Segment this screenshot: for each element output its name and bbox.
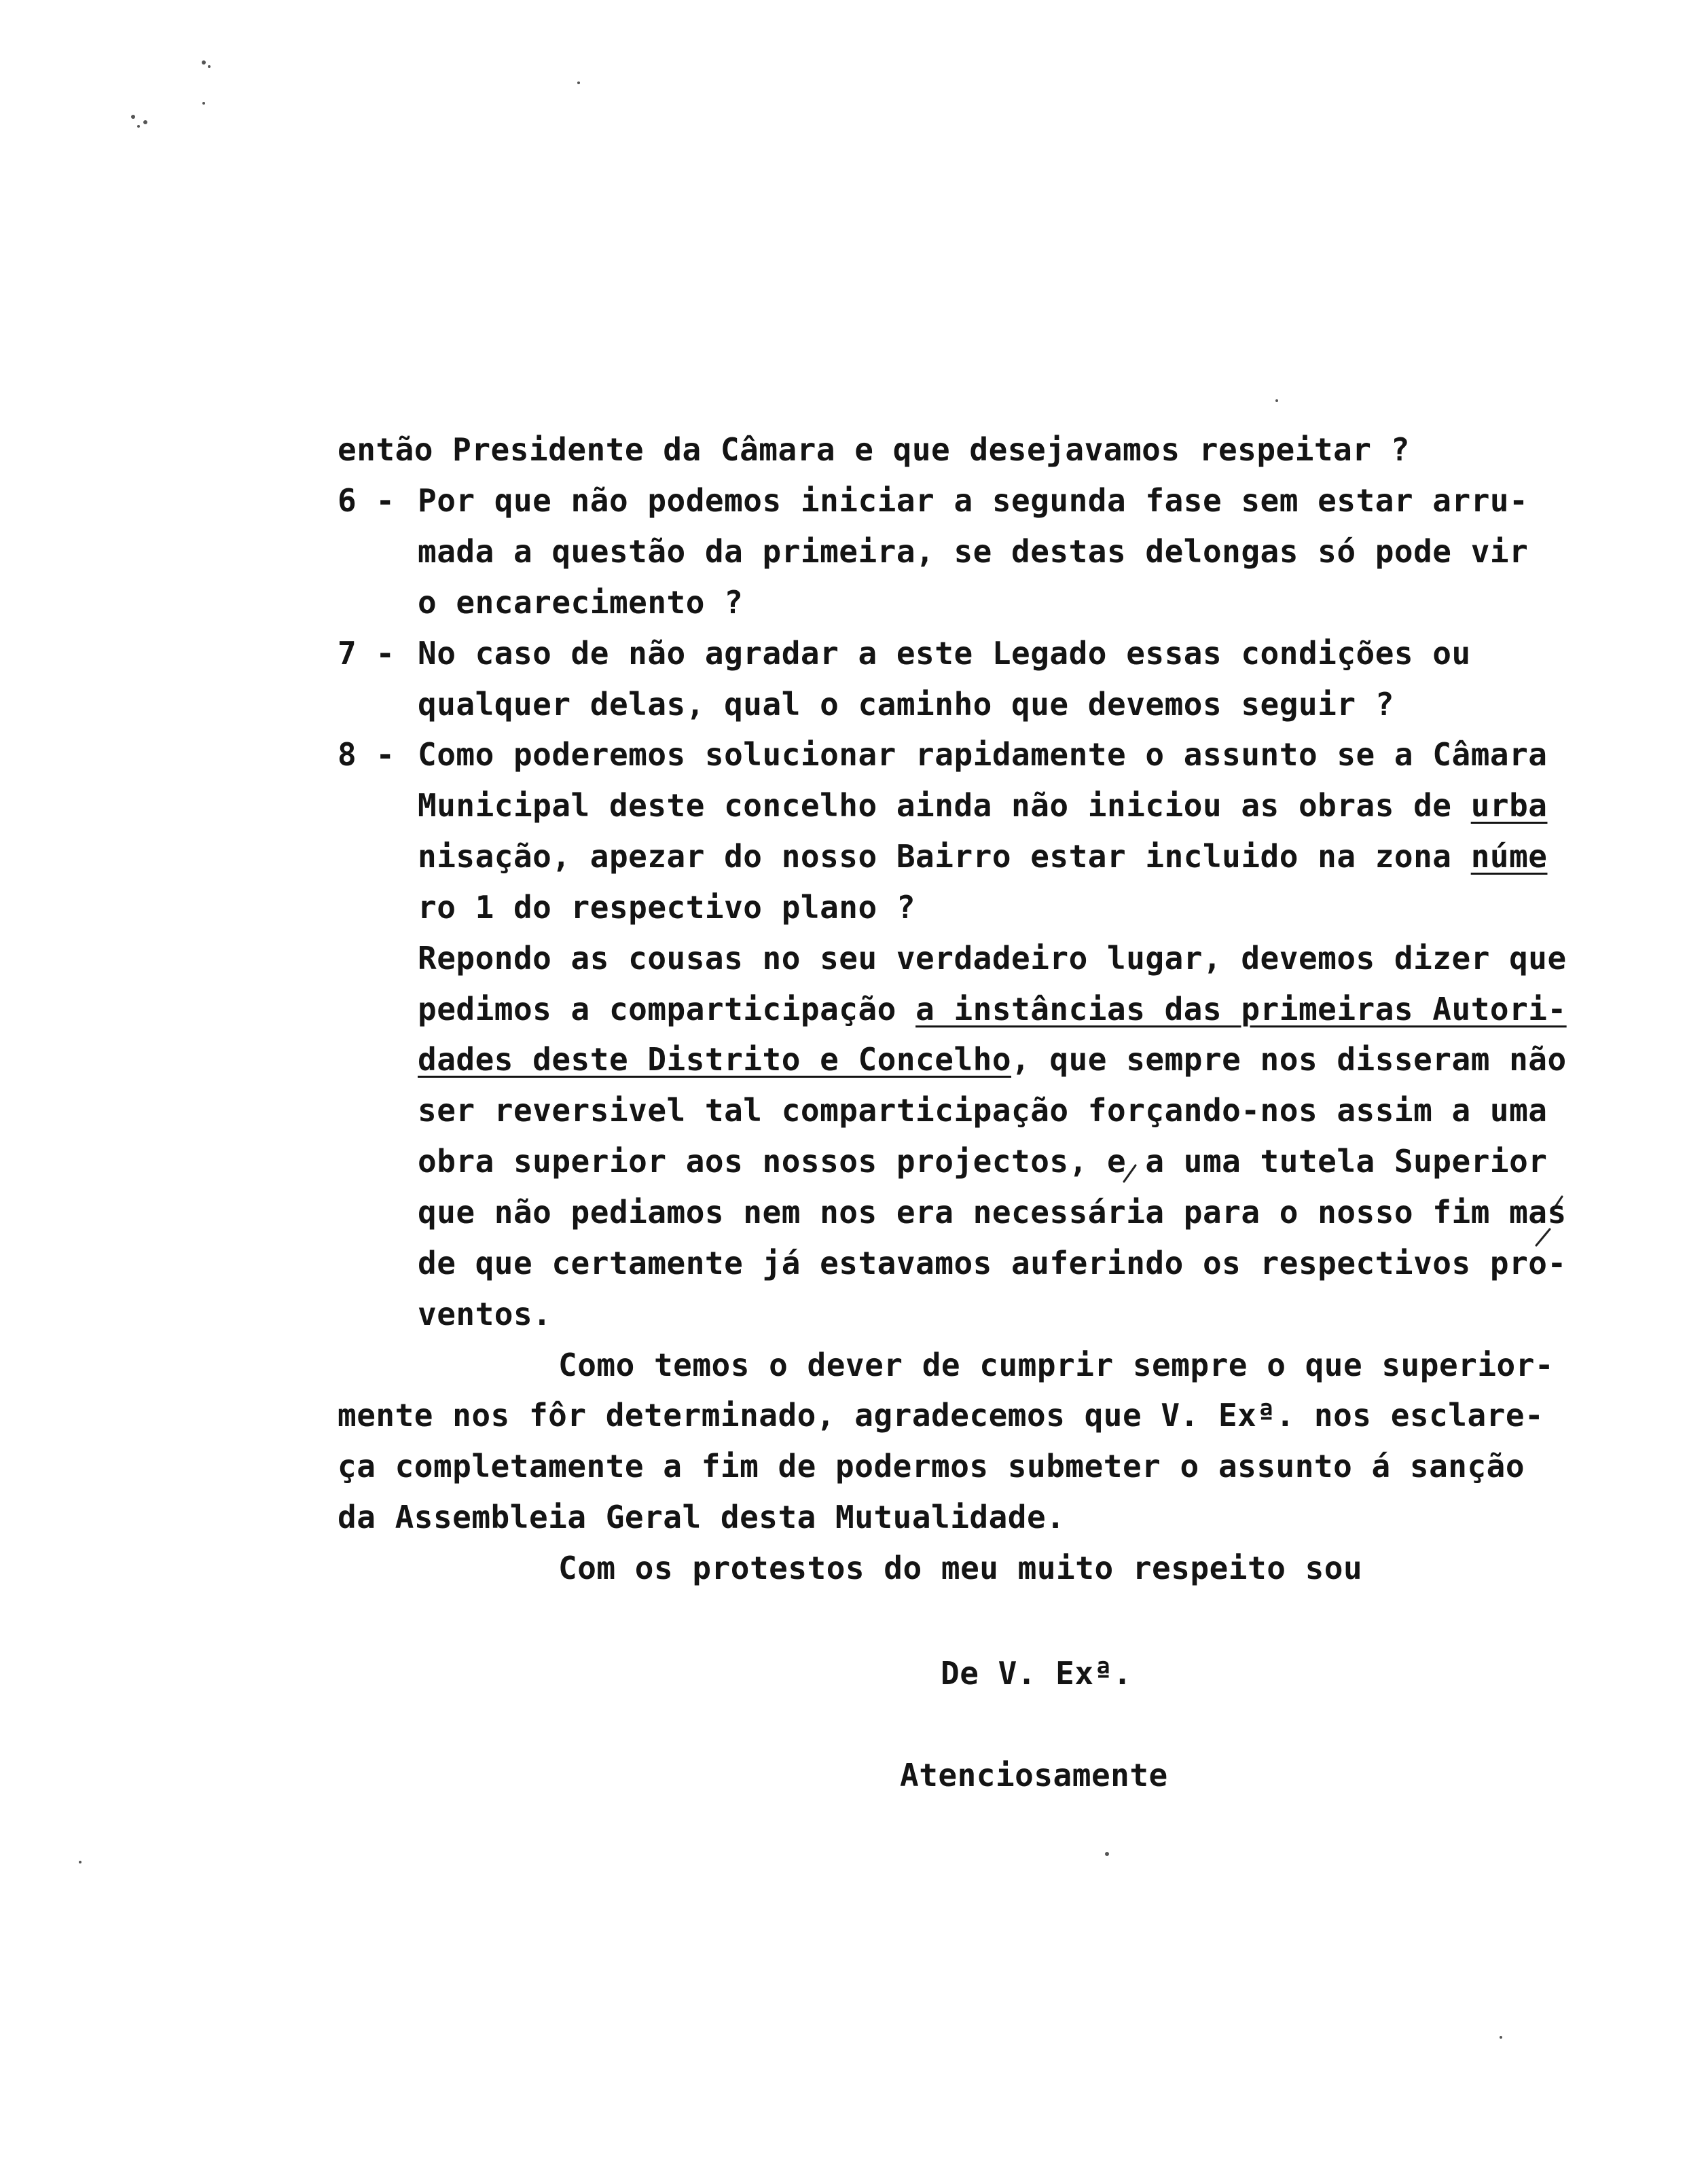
closing-line-3: ça completamente a fim de podermos submeter o assunto á sanção (338, 1448, 1525, 1485)
reply-line-1: Repondo as cousas no seu verdadeiro lugar, devemos dizer que (418, 940, 1567, 977)
intro-line: então Presidente da Câmara e que desejavamos respeitar ? (338, 431, 1410, 468)
item-7-number: 7 - (338, 635, 395, 672)
item-6-number: 6 - (338, 482, 395, 519)
reply-line-6: que não pediamos nem nos era necessária para o nosso fim mas (418, 1194, 1567, 1231)
reply-line-3-text: , que sempre nos disseram não (1011, 1041, 1567, 1078)
reply-underlined-instancias: a instâncias das primeiras Autori- (915, 991, 1567, 1027)
item-7-line-1: No caso de não agradar a este Legado essas condições ou (418, 635, 1471, 672)
respect-line: Com os protestos do meu muito respeito sou (558, 1550, 1363, 1586)
item-8-underlined-nume: núme (1470, 838, 1548, 875)
item-8-line-2-text: Municipal deste concelho ainda não iniciou as obras de (418, 787, 1471, 824)
reply-line-2-text: pedimos a comparticipação (418, 991, 916, 1027)
reply-underlined-autoridades: dades deste Distrito e Concelho (418, 1041, 1012, 1078)
item-8-line-1: Como poderemos solucionar rapidamente o assunto se a Câmara (418, 736, 1548, 773)
reply-line-3 (418, 1034, 1567, 1085)
reply-line-4: ser reversivel tal comparticipação forçando-nos assim a uma (418, 1092, 1548, 1129)
reply-line-5: obra superior aos nossos projectos, e a uma tutela Superior (418, 1143, 1548, 1180)
item-6-line-1: Por que não podemos iniciar a segunda fase sem estar arru- (418, 482, 1529, 519)
salutation: De V. Exª. (941, 1655, 1132, 1692)
item-6-line-3: o encarecimento ? (418, 584, 744, 621)
closing-line-2: mente nos fôr determinado, agradecemos que V. Exª. nos esclare- (338, 1397, 1544, 1434)
item-8-underlined-urba: urba (1470, 787, 1548, 824)
item-8-line-2 (418, 780, 1547, 831)
reply-line-7: de que certamente já estavamos auferindo os respectivos pro- (418, 1245, 1567, 1281)
closing-line-1: Como temos o dever de cumprir sempre o que superior- (558, 1347, 1555, 1383)
reply-line-2 (418, 983, 1567, 1035)
reply-line-8: ventos. (418, 1296, 552, 1332)
item-8-line-3 (418, 831, 1547, 882)
item-7-line-2: qualquer delas, qual o caminho que devemos seguir ? (418, 686, 1394, 723)
sign-off: Atenciosamente (900, 1757, 1168, 1794)
closing-line-4: da Assembleia Geral desta Mutualidade. (338, 1499, 1066, 1535)
item-6-line-2: mada a questão da primeira, se destas delongas só pode vir (418, 533, 1529, 570)
item-8-number: 8 - (338, 736, 395, 773)
item-8-line-3-text: nisação, apezar do nosso Bairro estar incluido na zona (418, 838, 1471, 875)
item-8-line-4: ro 1 do respectivo plano ? (418, 889, 916, 926)
